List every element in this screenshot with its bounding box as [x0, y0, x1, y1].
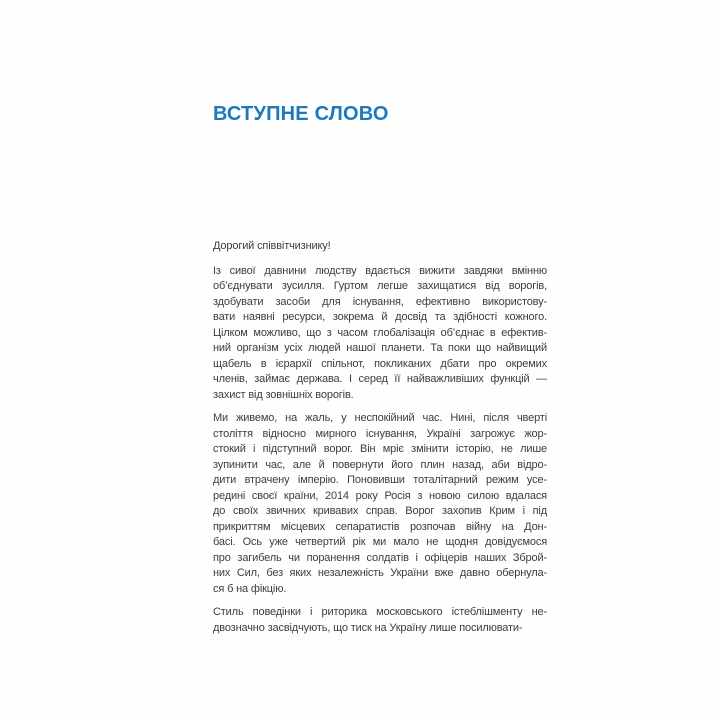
text-line: об’єднувати зусилля. Гуртом легше захищатися від ворогів, — [213, 280, 547, 292]
text-line: до своїх звичних кривавих справ. Ворог захопив Крим і під — [213, 505, 547, 517]
text-line: дити втрачену імперію. Поновивши тоталітарний режим усе- — [213, 474, 547, 486]
text-line: басі. Ось уже четвертий рік ми мало не щодня довідуємося — [213, 536, 547, 548]
paragraph — [213, 264, 547, 404]
text-line: Ми живемо, на жаль, у неспокійний час. Нині, після чверті — [213, 412, 547, 424]
text-line: зупинити час, але й повернути його плин назад, аби відро- — [213, 458, 547, 471]
text-line: століття відносно мирного існування, Україні загрожує жор- — [213, 427, 547, 440]
paragraph — [213, 605, 547, 636]
text-line: Цілком можливо, що з часом глобалізація об’єднає в ефектив- — [213, 326, 547, 339]
body-text — [213, 264, 547, 637]
text-line: них Сил, без яких незалежність України вже давно обернула- — [213, 567, 547, 579]
paragraph — [213, 411, 547, 597]
text-line: щабель в ієрархії спільнот, покликаних дбати про окремих — [213, 357, 547, 370]
page-title: ВСТУПНЕ СЛОВО — [213, 103, 389, 126]
text-line: Стиль поведінки і риторика московського істеблішменту не- — [213, 606, 547, 618]
text-line: двозначно засвідчують, що тиск на Україну лише посилювати- — [213, 621, 523, 634]
text-line: редині своєї країни, 2014 року Росія з новою силою вдалася — [213, 489, 547, 502]
text-line: членів, займає держава. І серед її найважливіших функцій — — [213, 373, 547, 385]
text-line: Із сивої давнини людству вдається вижити завдяки вмінню — [213, 264, 547, 277]
text-line: здобувати засоби для існування, ефективно використову- — [213, 295, 547, 308]
text-line: ся б на фікцію. — [213, 582, 287, 595]
text-line: вати наявні ресурси, зокрема й досвід та здібності кожного. — [213, 311, 547, 323]
text-line: прикриттям місцевих сепаратистів розпочав війну на Дон- — [213, 520, 547, 533]
text-line: про загибель чи поранення солдатів і офіцерів наших Зброй- — [213, 551, 547, 564]
text-line: стокий і підступний ворог. Він мріє змінити історію, не лише — [213, 443, 547, 455]
text-column — [213, 239, 547, 644]
text-line: захист від зовнішніх ворогів. — [213, 388, 354, 401]
text-line: ний організм усіх людей нашої планети. Та поки що найвищий — [213, 342, 547, 354]
salutation: Дорогий співвітчизнику! — [213, 240, 331, 252]
